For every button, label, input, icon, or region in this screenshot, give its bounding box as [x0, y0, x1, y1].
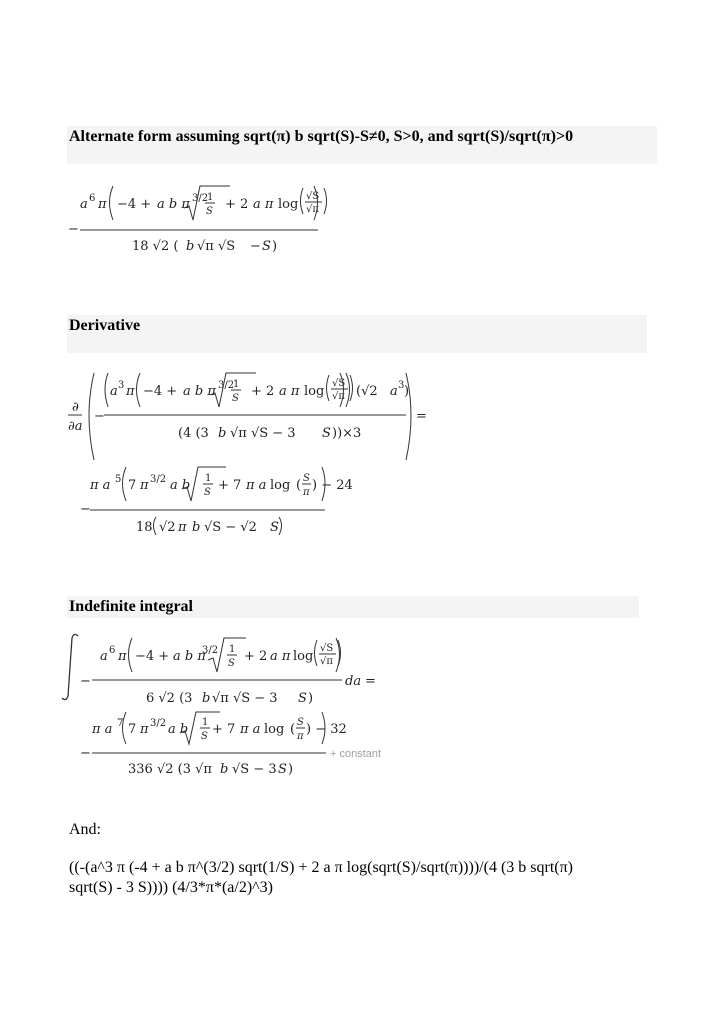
svg-text:−: −: [80, 674, 91, 689]
svg-text:7: 7: [117, 718, 124, 729]
svg-text:3: 3: [118, 380, 125, 391]
svg-text:π: π: [140, 722, 149, 737]
svg-text:S: S: [298, 691, 307, 706]
alternate-form-title: Alternate form assuming sqrt(π) b sqrt(S)-S≠0, S>0, and sqrt(S)/sqrt(π)>0: [69, 128, 574, 145]
svg-text:√2: √2: [159, 520, 176, 535]
svg-text:π: π: [118, 649, 127, 664]
alternate-form-formula: [60, 178, 340, 268]
svg-text:=: =: [416, 409, 427, 424]
svg-text:1: 1: [229, 644, 236, 655]
derivative-formula: [60, 365, 440, 540]
svg-text:−4 +: −4 +: [135, 649, 170, 664]
svg-text:a b: a b: [170, 478, 191, 493]
svg-text:S: S: [232, 393, 239, 404]
and-label: And:: [69, 821, 101, 838]
svg-text:log: log: [264, 722, 285, 737]
svg-text:1: 1: [202, 717, 209, 728]
svg-text:3/2: 3/2: [202, 645, 219, 656]
svg-text:a π: a π: [279, 384, 300, 399]
svg-text:π: π: [98, 197, 107, 212]
expression-line-1: ((-(a^3 π (-4 + a b π^(3/2) sqrt(1/S) + 2 a π log(sqrt(S)/sqrt(π))))/(4 (3 b sqrt(π): [69, 859, 573, 876]
svg-text:∂a: ∂a: [68, 419, 83, 434]
svg-text:a b π: a b π: [173, 649, 206, 664]
svg-text:√π √S − 3: √π √S − 3: [230, 426, 296, 441]
svg-text:√S − 3: √S − 3: [232, 762, 277, 777]
svg-text:S: S: [278, 762, 287, 777]
svg-text:log: log: [278, 197, 299, 212]
svg-text:a b π: a b π: [183, 384, 216, 399]
svg-text:): ): [288, 762, 294, 777]
svg-text:−4 +: −4 +: [143, 384, 178, 399]
svg-text:√π √S − 3: √π √S − 3: [212, 691, 278, 706]
svg-text:) − 24: ) − 24: [312, 478, 353, 493]
svg-text:a: a: [390, 384, 398, 399]
svg-text:+ 2: + 2: [244, 649, 268, 664]
svg-text:) − 32: ) − 32: [306, 722, 347, 737]
svg-text:7: 7: [128, 722, 137, 737]
svg-text:−4 +: −4 +: [117, 197, 152, 212]
constant-label: + constant: [330, 748, 382, 760]
svg-text:3/2: 3/2: [218, 380, 235, 391]
svg-text:π: π: [297, 731, 304, 742]
svg-text:S: S: [303, 473, 310, 484]
svg-text:√π: √π: [320, 656, 333, 667]
svg-text:√S − √2: √S − √2: [204, 520, 257, 535]
svg-text:1: 1: [205, 473, 212, 484]
svg-text:a: a: [100, 649, 108, 664]
svg-text:b: b: [186, 239, 195, 254]
svg-text:a: a: [110, 384, 118, 399]
svg-text:−: −: [80, 502, 91, 517]
indefinite-integral-title: Indefinite integral: [69, 598, 193, 615]
svg-text:=: =: [365, 674, 376, 689]
svg-text:a b: a b: [168, 722, 189, 737]
svg-text:6: 6: [89, 193, 96, 204]
svg-text:7: 7: [128, 478, 137, 493]
svg-text:a: a: [80, 197, 88, 212]
svg-text:√S: √S: [306, 191, 320, 202]
svg-text:(: (: [296, 478, 302, 493]
derivative-header: [67, 315, 647, 353]
svg-text:5: 5: [115, 474, 122, 485]
svg-text:S: S: [297, 717, 304, 728]
svg-text:1: 1: [207, 192, 214, 203]
svg-text:6 √2 (3: 6 √2 (3: [146, 691, 193, 706]
svg-text:−: −: [94, 409, 105, 424]
svg-text:a b π: a b π: [157, 197, 190, 212]
svg-text:S: S: [262, 239, 271, 254]
svg-text:π: π: [126, 384, 135, 399]
svg-text:π a: π a: [92, 722, 113, 737]
svg-text:π a: π a: [246, 478, 267, 493]
svg-text:336 √2 (3 √π: 336 √2 (3 √π: [128, 762, 212, 777]
svg-text:log: log: [304, 384, 325, 399]
svg-text:π: π: [303, 487, 310, 498]
svg-text:3/2: 3/2: [150, 474, 167, 485]
svg-text:S: S: [201, 731, 208, 742]
svg-text:+ 2: + 2: [225, 197, 249, 212]
svg-text:√S: √S: [332, 378, 346, 389]
svg-text:): ): [404, 384, 410, 399]
svg-text:6: 6: [109, 645, 116, 656]
svg-text:−: −: [68, 222, 79, 237]
svg-text:18 √2 (: 18 √2 (: [132, 239, 179, 254]
svg-text:S: S: [204, 487, 211, 498]
svg-text:b: b: [218, 426, 227, 441]
svg-text:π: π: [140, 478, 149, 493]
svg-text:da: da: [345, 674, 362, 689]
svg-text:S: S: [322, 426, 331, 441]
svg-text:): ): [272, 239, 278, 254]
indefinite-integral-formula: [60, 630, 400, 780]
svg-text:3/2: 3/2: [192, 193, 209, 204]
svg-text:π a: π a: [90, 478, 111, 493]
svg-text:S: S: [270, 520, 279, 535]
svg-text:b: b: [220, 762, 229, 777]
svg-text:√π √S: √π √S: [197, 239, 236, 254]
svg-text:S: S: [228, 658, 235, 669]
svg-text:π: π: [178, 520, 187, 535]
svg-text:√π: √π: [306, 204, 319, 215]
svg-text:+ 7: + 7: [218, 478, 242, 493]
svg-text:b: b: [192, 520, 201, 535]
svg-text:+ 7: + 7: [212, 722, 236, 737]
svg-text:π a: π a: [240, 722, 261, 737]
derivative-title: Derivative: [69, 317, 141, 334]
svg-text:log: log: [293, 649, 314, 664]
svg-text:∂: ∂: [72, 400, 79, 415]
svg-text:))×3: ))×3: [332, 426, 362, 441]
svg-text:a π: a π: [253, 197, 274, 212]
svg-text:(√2: (√2: [356, 384, 378, 399]
svg-text:√π: √π: [332, 391, 345, 402]
svg-text:): ): [308, 691, 314, 706]
svg-text:1: 1: [233, 379, 240, 390]
svg-text:b: b: [202, 691, 211, 706]
svg-text:S: S: [206, 206, 213, 217]
svg-text:(: (: [290, 722, 296, 737]
expression-line-2: sqrt(S) - 3 S)))) (4/3*π*(a/2)^3): [69, 879, 273, 896]
svg-text:18: 18: [136, 520, 153, 535]
svg-text:√S: √S: [320, 643, 334, 654]
svg-text:3: 3: [398, 380, 405, 391]
svg-text:(4 (3: (4 (3: [178, 426, 209, 441]
svg-text:−: −: [250, 239, 261, 254]
svg-text:3/2: 3/2: [150, 718, 167, 729]
svg-text:log: log: [270, 478, 291, 493]
svg-text:a π: a π: [270, 649, 291, 664]
svg-text:+ 2: + 2: [251, 384, 275, 399]
svg-text:−: −: [80, 746, 91, 761]
